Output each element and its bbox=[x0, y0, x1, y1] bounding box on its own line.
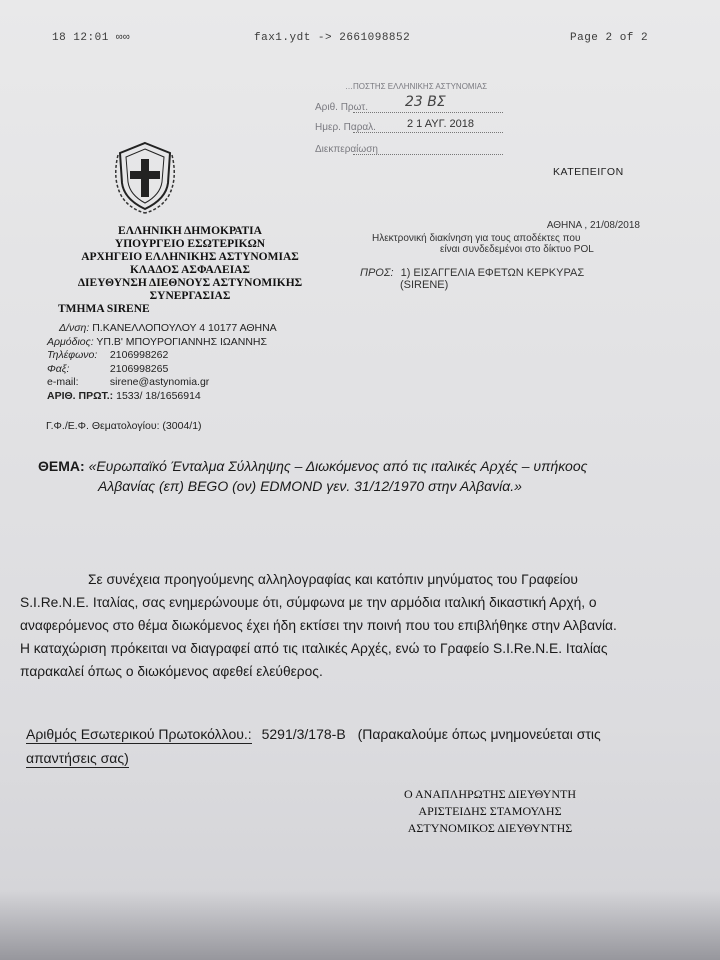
page-shadow bbox=[0, 890, 720, 960]
fax-page-count: Page 2 of 2 bbox=[570, 32, 649, 44]
internal-protocol-note-end: απαντήσεις σας) bbox=[26, 750, 129, 766]
contact-block bbox=[47, 322, 347, 403]
recipient-block bbox=[360, 220, 650, 291]
recipient-name: 1) ΕΙΣΑΓΓΕΛΙΑ ΕΦΕΤΩΝ ΚΕΡΚΥΡΑΣ bbox=[400, 267, 585, 279]
protocol-value: 1533/ 18/1656914 bbox=[116, 389, 201, 402]
distribution-note: είναι συνδεδεμένοι στο δίκτυο POL bbox=[440, 244, 594, 255]
internal-protocol-label: Αριθμός Εσωτερικού Πρωτοκόλλου.: bbox=[26, 726, 252, 742]
stamp-date-value: 2 1 ΑΥΓ. 2018 bbox=[407, 118, 475, 130]
signature-block bbox=[360, 786, 620, 837]
org-line: ΣΥΝΕΡΓΑΣΙΑΣ bbox=[149, 290, 231, 302]
org-line: ΑΡΧΗΓΕΙΟ ΕΛΛΗΝΙΚΗΣ ΑΣΤΥΝΟΜΙΑΣ bbox=[81, 251, 299, 263]
document-date: ΑΘΗΝΑ , 21/08/2018 bbox=[546, 220, 640, 231]
fax-route: fax1.ydt -> 2661098852 bbox=[254, 32, 411, 44]
subject-line: «Ευρωπαϊκό Ένταλμα Σύλληψης – Διωκόμενος από τις ιταλικές Αρχές – υπήκοος bbox=[88, 458, 588, 474]
officer-value: ΥΠ.Β' ΜΠΟΥΡΟΓΙΑΝΝΗΣ ΙΩΑΝΝΗΣ bbox=[96, 335, 268, 348]
urgent-label: ΚΑΤΕΠΕΙΓΟΝ bbox=[553, 166, 624, 178]
address-value: Π.ΚΑΝΕΛΛΟΠΟΥΛΟΥ 4 10177 ΑΘΗΝΑ bbox=[92, 322, 277, 334]
body-line: Σε συνέχεια προηγούμενης αλληλογραφίας και κατόπιν μηνύματος του Γραφείου bbox=[88, 572, 578, 587]
stamp-ref-value: 23 ΒΣ bbox=[405, 94, 446, 110]
signatory-name: ΑΡΙΣΤΕΙΔΗΣ ΣΤΑΜΟΥΛΗΣ bbox=[418, 804, 562, 818]
phone-value: 2106998262 bbox=[109, 349, 169, 361]
org-line: ΚΛΑΔΟΣ ΑΣΦΑΛΕΙΑΣ bbox=[129, 264, 250, 276]
email-label: e-mail: bbox=[47, 376, 79, 388]
fax-time: 18 12:01 ∞∞ bbox=[52, 32, 131, 44]
registry-stamp bbox=[315, 82, 525, 162]
filing-reference: Γ.Φ./Ε.Φ. Θεματολογίου: (3004/1) bbox=[46, 420, 202, 432]
internal-protocol-number: 5291/3/178-Β bbox=[261, 726, 346, 742]
stamp-ref-label: Αριθ. Πρωτ. bbox=[315, 102, 369, 113]
fax-value: 2106998265 bbox=[109, 362, 169, 375]
internal-protocol bbox=[26, 722, 694, 770]
recipient-suffix: (SIRENE) bbox=[400, 279, 449, 291]
body-line: αναφερόμενος στο θέμα διωκόμενος έχει ήδη εκτίσει την ποινή που του επιβλήθηκε στην Αλβανία. bbox=[20, 618, 617, 633]
body-line: παρακαλεί όπως ο διωκόμενος αφεθεί ελεύθερος. bbox=[20, 664, 323, 679]
subject-label: ΘΕΜΑ: bbox=[38, 458, 85, 474]
distribution-note: Ηλεκτρονική διακίνηση για τους αποδέκτες που bbox=[372, 233, 581, 244]
internal-protocol-note: (Παρακαλούμε όπως μνημονεύεται στις bbox=[357, 726, 601, 742]
body-line: Η καταχώριση πρόκειται να διαγραφεί από τις ιταλικές Αρχές, ενώ το Γραφείο S.I.Re.N.E. Ιταλίας bbox=[20, 641, 608, 656]
issuing-authority bbox=[40, 225, 340, 316]
subject-block bbox=[38, 456, 678, 496]
officer-label: Αρμόδιος: bbox=[47, 335, 94, 348]
signature-title: Ο ΑΝΑΠΛΗΡΩΤΗΣ ΔΙΕΥΘΥΝΤΗ bbox=[404, 787, 576, 801]
signatory-rank: ΑΣΤΥΝΟΜΙΚΟΣ ΔΙΕΥΘΥΝΤΗΣ bbox=[407, 821, 573, 835]
stamp-third-label: Διεκπεραίωση bbox=[315, 144, 378, 155]
fax-label: Φαξ: bbox=[47, 362, 70, 375]
body-paragraph bbox=[20, 568, 688, 683]
protocol-label: ΑΡΙΘ. ΠΡΩΤ.: bbox=[47, 389, 114, 402]
to-label: ΠΡΟΣ: bbox=[360, 267, 394, 279]
body-line: S.I.Re.N.E. Ιταλίας, σας ενημερώνουμε ότι, σύμφωνα με την αρμόδια ιταλική δικαστική Αρχή, ο bbox=[20, 595, 597, 610]
org-line: ΥΠΟΥΡΓΕΙΟ ΕΣΩΤΕΡΙΚΩΝ bbox=[114, 238, 266, 250]
stamp-top-label: …ΠΟΣΤΗΣ ΕΛΛΗΝΙΚΗΣ ΑΣΤΥΝΟΜΙΑΣ bbox=[345, 82, 488, 91]
org-line: ΔΙΕΥΘΥΝΣΗ ΔΙΕΘΝΟΥΣ ΑΣΤΥΝΟΜΙΚΗΣ bbox=[77, 277, 303, 289]
org-line: ΤΜΗΜΑ SIRENE bbox=[58, 303, 150, 315]
org-line: ΕΛΛΗΝΙΚΗ ΔΗΜΟΚΡΑΤΙΑ bbox=[118, 225, 262, 237]
subject-line: Αλβανίας (επ) BEGO (ον) EDMOND γεν. 31/12/1970 στην Αλβανία.» bbox=[98, 478, 522, 494]
email-value: sirene@astynomia.gr bbox=[109, 376, 210, 388]
fax-header bbox=[52, 32, 680, 52]
phone-label: Τηλέφωνο: bbox=[47, 349, 98, 361]
stamp-date-label: Ημερ. Παραλ. bbox=[315, 122, 376, 133]
greek-coat-of-arms-icon bbox=[110, 135, 180, 215]
address-label: Δ/νση: bbox=[59, 322, 90, 334]
